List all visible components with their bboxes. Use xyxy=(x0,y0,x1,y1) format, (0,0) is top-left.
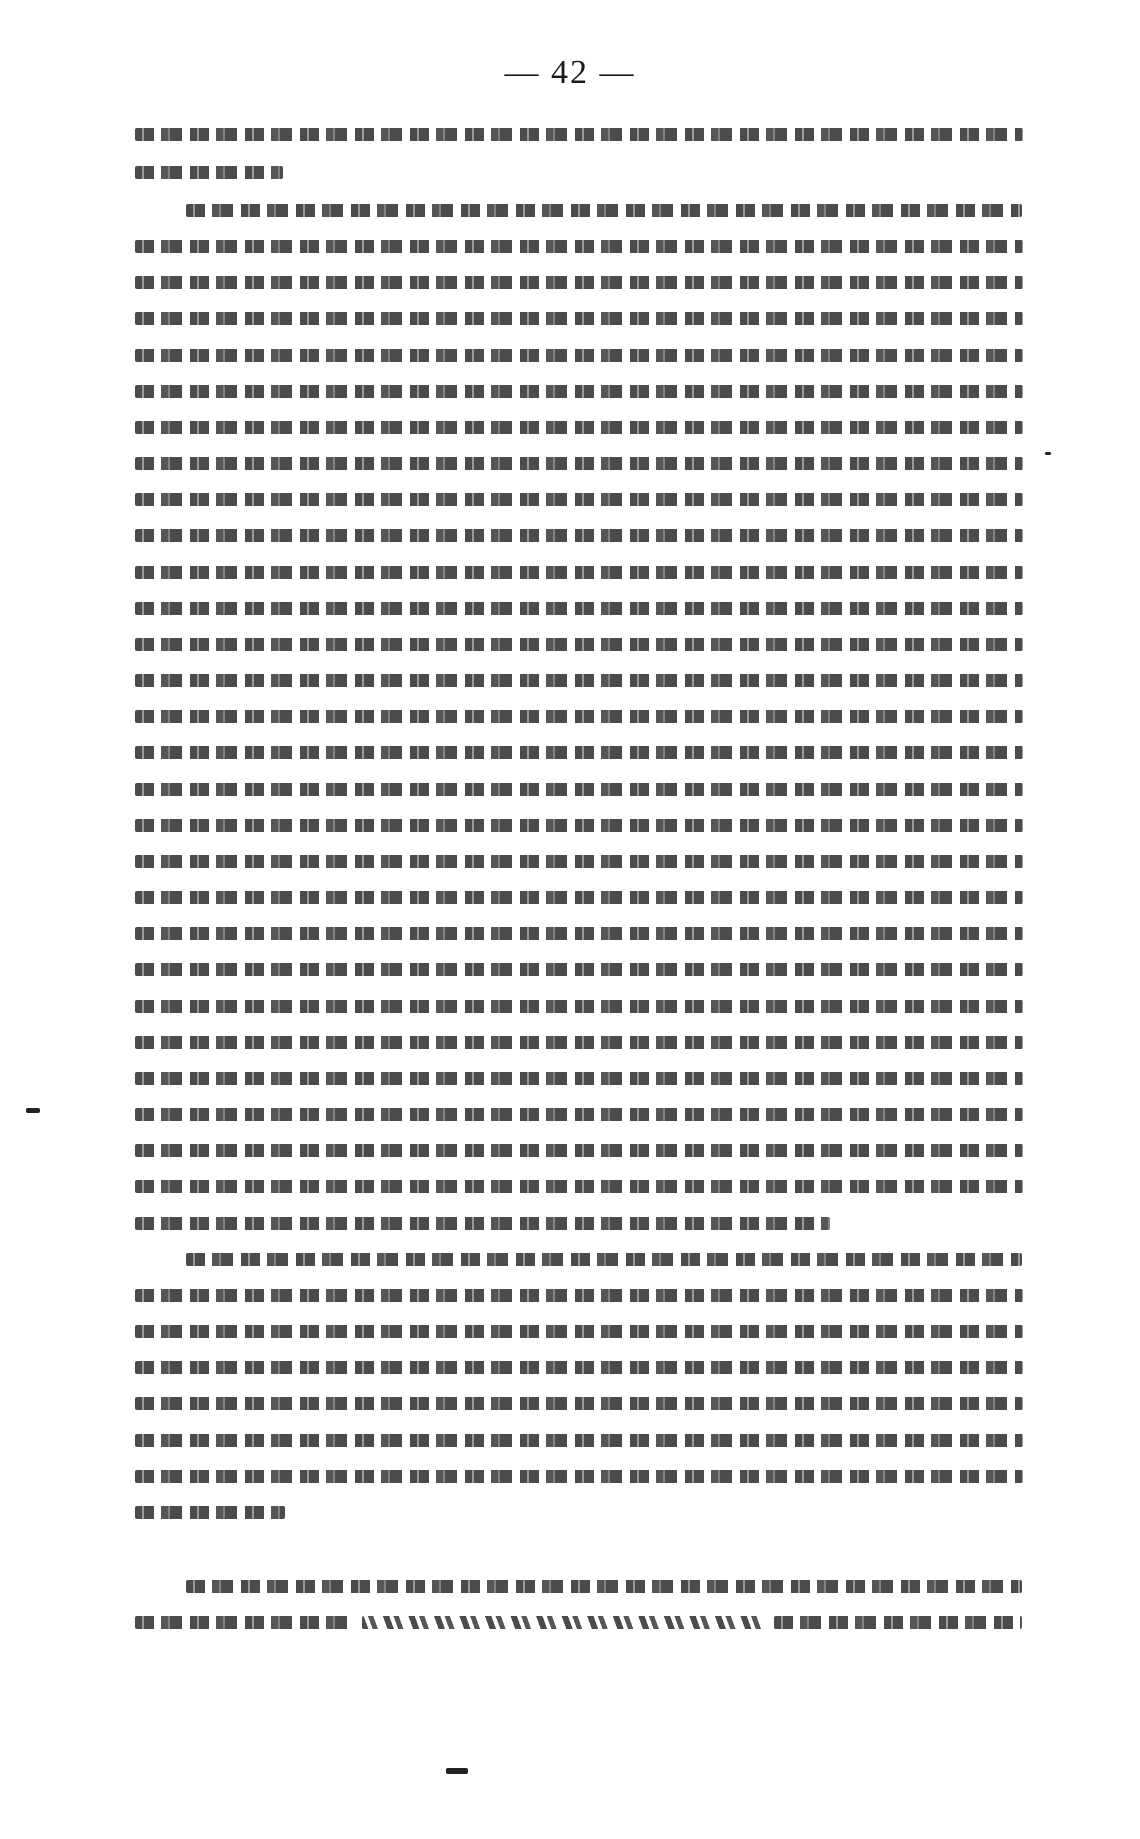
text-line xyxy=(186,1580,1022,1593)
speck-mark xyxy=(1045,452,1051,455)
italic-text-line xyxy=(362,1616,764,1629)
speck-mark xyxy=(446,1768,468,1774)
page-number: — 42 — xyxy=(504,54,636,91)
text-line xyxy=(774,1616,1022,1629)
speck-mark xyxy=(26,1108,40,1113)
text-line xyxy=(135,1616,355,1629)
